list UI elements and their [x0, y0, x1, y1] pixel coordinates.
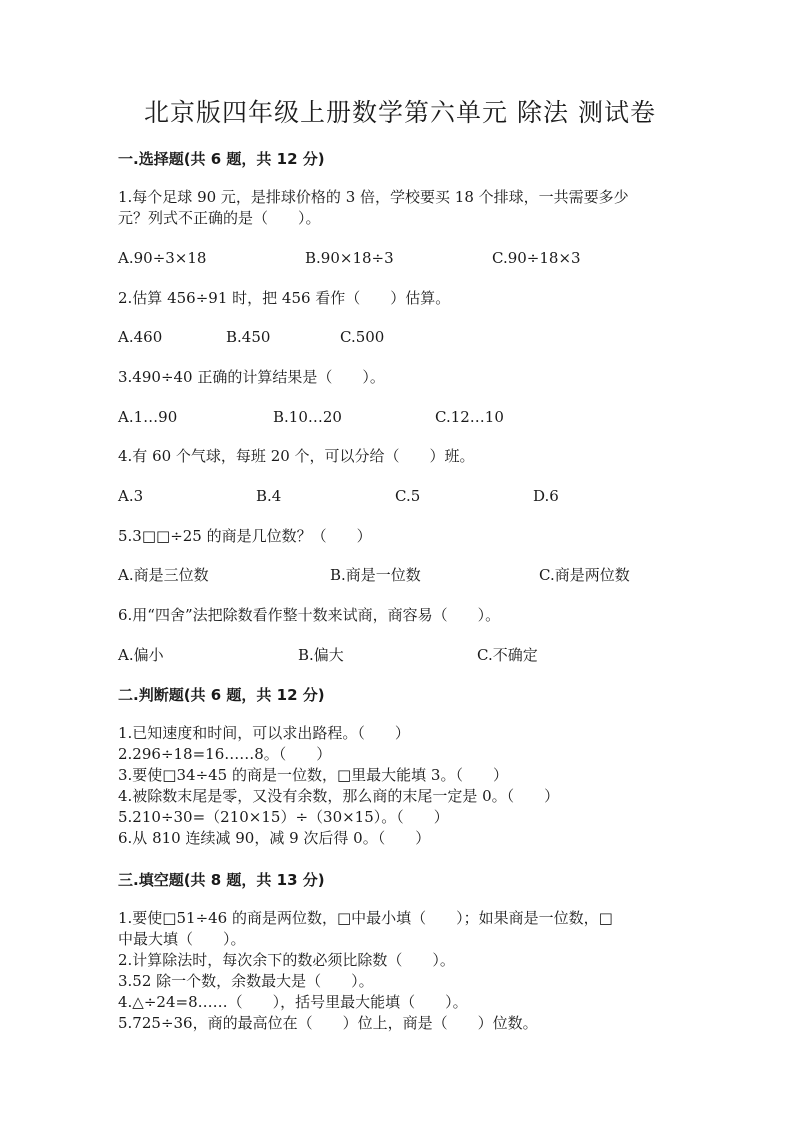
statement-item: 5.210÷30=（210×15）÷（30×15）。（ ）: [118, 808, 449, 826]
statement-item: 1.已知速度和时间，可以求出路程。（ ）: [118, 724, 410, 742]
option-b: B.10…20: [273, 408, 342, 426]
option-c: C.5: [395, 487, 421, 505]
fill-in-item: 4.△÷24=8……（ ），括号里最大能填（ ）。: [118, 993, 468, 1011]
option-a: A.90÷3×18: [118, 249, 207, 267]
statement-item: 6.从 810 连续减 90，减 9 次后得 0。（ ）: [118, 829, 431, 847]
statement-item: 2.296÷18=16……8。（ ）: [118, 745, 332, 763]
option-b: B.偏大: [298, 646, 344, 664]
option-d: D.6: [533, 487, 559, 505]
option-a: A.460: [118, 328, 163, 346]
fill-in-item: 1.要使□51÷46 的商是两位数，□中最小填（ ）；如果商是一位数，□: [118, 909, 613, 927]
option-b: B.4: [256, 487, 282, 505]
option-c: C.12…10: [435, 408, 504, 426]
option-a: A.3: [118, 487, 144, 505]
fill-in-item: 中最大填（ ）。: [118, 930, 246, 948]
option-c: C.商是两位数: [539, 566, 630, 584]
option-b: B.450: [226, 328, 271, 346]
fill-in-item: 2.计算除法时，每次余下的数必须比除数（ ）。: [118, 951, 455, 969]
question-text: 2.估算 456÷91 时，把 456 看作（ ）估算。: [118, 289, 451, 307]
fill-in-item: 5.725÷36，商的最高位在（ ）位上，商是（ ）位数。: [118, 1014, 538, 1032]
question-text: 1.每个足球 90 元，是排球价格的 3 倍，学校要买 18 个排球，一共需要多少: [118, 188, 629, 206]
statement-item: 4.被除数末尾是零，又没有余数，那么商的末尾一定是 0。（ ）: [118, 787, 560, 805]
question-text: 4.有 60 个气球，每班 20 个，可以分给（ ）班。: [118, 447, 475, 465]
section-heading-judgement: 二.判断题(共 6 题，共 12 分): [118, 686, 325, 704]
section-heading-fill-in: 三.填空题(共 8 题，共 13 分): [118, 871, 325, 889]
option-a: A.1…90: [118, 408, 178, 426]
option-b: B.商是一位数: [330, 566, 421, 584]
question-text: 5.3□□÷25 的商是几位数？（ ）: [118, 527, 372, 545]
section-heading-choice: 一.选择题(共 6 题，共 12 分): [118, 150, 325, 168]
option-c: C.500: [340, 328, 385, 346]
option-a: A.商是三位数: [118, 566, 209, 584]
option-c: C.不确定: [477, 646, 538, 664]
question-text: 6.用“四舍”法把除数看作整十数来试商，商容易（ ）。: [118, 606, 501, 624]
question-text: 元？列式不正确的是（ ）。: [118, 209, 321, 227]
fill-in-item: 3.52 除一个数，余数最大是（ ）。: [118, 972, 374, 990]
option-b: B.90×18÷3: [305, 249, 394, 267]
question-text: 3.490÷40 正确的计算结果是（ ）。: [118, 368, 385, 386]
page-title: 北京版四年级上册数学第六单元 除法 测试卷: [144, 98, 656, 127]
option-a: A.偏小: [118, 646, 164, 664]
statement-item: 3.要使□34÷45 的商是一位数，□里最大能填 3。（ ）: [118, 766, 508, 784]
option-c: C.90÷18×3: [492, 249, 581, 267]
